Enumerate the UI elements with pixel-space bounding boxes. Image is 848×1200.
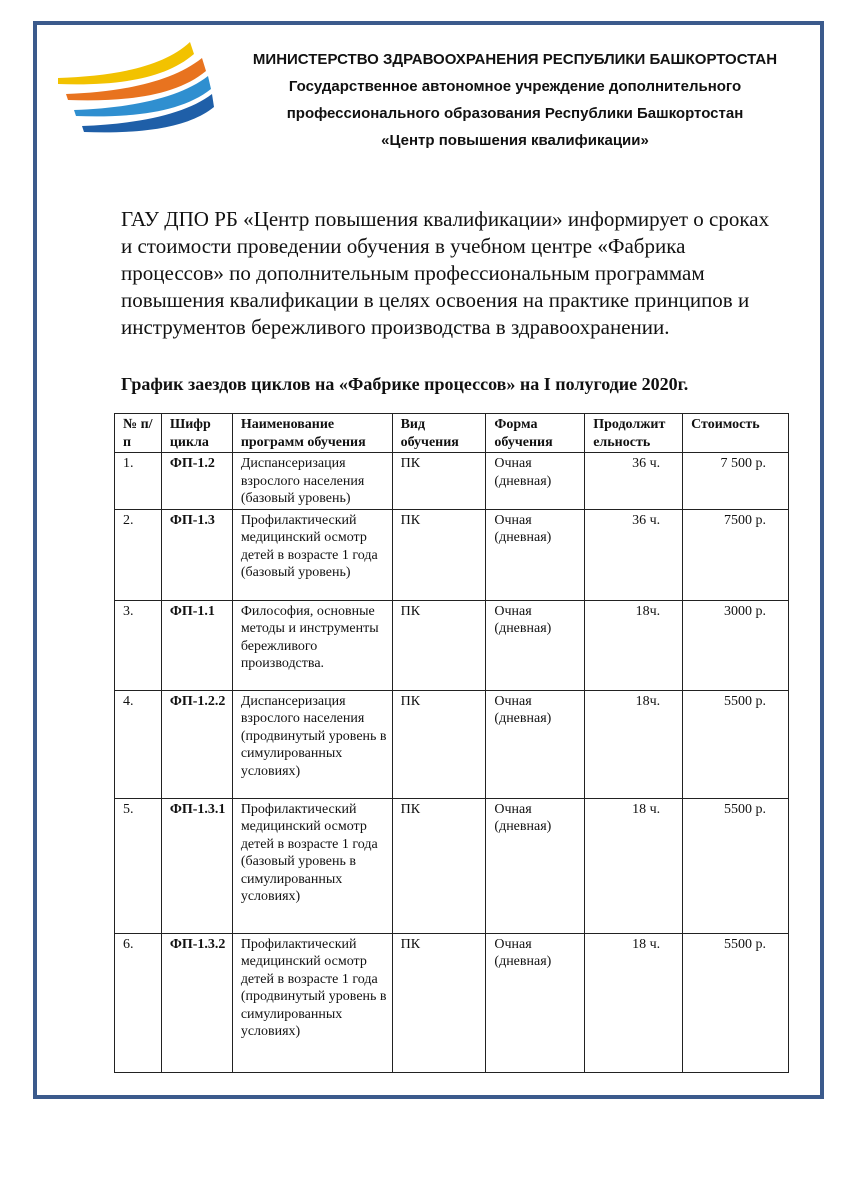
row-duration: 18ч. <box>585 690 683 798</box>
table-row <box>115 600 789 690</box>
row-type: ПК <box>392 453 486 510</box>
row-code: ФП-1.3 <box>161 509 232 600</box>
row-code: ФП-1.3.1 <box>161 798 232 933</box>
organization-header <box>220 46 810 154</box>
table-row <box>115 453 789 510</box>
row-form: Очная (дневная) <box>486 600 585 690</box>
row-cost: 5500 р. <box>683 798 789 933</box>
row-duration: 36 ч. <box>585 509 683 600</box>
courses-table <box>114 413 789 1073</box>
institution-line-2: профессионального образования Республики Башкортостан <box>286 105 744 122</box>
row-duration: 18 ч. <box>585 798 683 933</box>
table-row <box>115 509 789 600</box>
row-duration: 36 ч. <box>585 453 683 510</box>
row-form: Очная (дневная) <box>486 933 585 1072</box>
table-row <box>115 798 789 933</box>
row-num: 2. <box>115 509 162 600</box>
row-type: ПК <box>392 798 486 933</box>
intro-paragraph: ГАУ ДПО РБ «Центр повышения квалификации» информирует о сроках и стоимости проведении обучения в учебном центре «Фабрика процессов» по дополнительным профессиональным программам повышения квалификации в целях освоения на практике принципов и инструментов бережливого производства в здравоохранении. <box>121 207 770 339</box>
header-type: Вид обучения <box>392 414 486 453</box>
schedule-title: График заездов циклов на «Фабрике процессов» на I полугодие 2020г. <box>121 374 689 394</box>
row-cost: 7500 р. <box>683 509 789 600</box>
row-name: Диспансеризация взрослого населения (базовый уровень) <box>232 453 392 510</box>
row-cost: 3000 р. <box>683 600 789 690</box>
row-form: Очная (дневная) <box>486 798 585 933</box>
table-row <box>115 690 789 798</box>
row-name: Профилактический медицинский осмотр детей в возрасте 1 года (продвинутый уровень в симулированных условиях) <box>232 933 392 1072</box>
header-num: № п/п <box>115 414 162 453</box>
row-duration: 18ч. <box>585 600 683 690</box>
row-form: Очная (дневная) <box>486 690 585 798</box>
row-num: 4. <box>115 690 162 798</box>
header-duration: Продолжит ельность <box>585 414 683 453</box>
row-code: ФП-1.1 <box>161 600 232 690</box>
institution-name: «Центр повышения квалификации» <box>381 132 649 149</box>
stripes-logo-icon <box>52 38 222 138</box>
row-duration: 18 ч. <box>585 933 683 1072</box>
row-type: ПК <box>392 933 486 1072</box>
row-cost: 5500 р. <box>683 933 789 1072</box>
row-cost: 7 500 р. <box>683 453 789 510</box>
header-form: Форма обучения <box>486 414 585 453</box>
header-code: Шифр цикла <box>161 414 232 453</box>
row-num: 1. <box>115 453 162 510</box>
row-type: ПК <box>392 690 486 798</box>
row-code: ФП-1.3.2 <box>161 933 232 1072</box>
table-header-row <box>115 414 789 453</box>
row-form: Очная (дневная) <box>486 453 585 510</box>
table-row <box>115 933 789 1072</box>
header-name: Наименование программ обучения <box>232 414 392 453</box>
row-code: ФП-1.2.2 <box>161 690 232 798</box>
header-cost: Стоимость <box>683 414 789 453</box>
row-num: 6. <box>115 933 162 1072</box>
row-type: ПК <box>392 600 486 690</box>
row-type: ПК <box>392 509 486 600</box>
ministry-title: МИНИСТЕРСТВО ЗДРАВООХРАНЕНИЯ РЕСПУБЛИКИ БАШКОРТОСТАН <box>252 51 778 68</box>
institution-line-1: Государственное автономное учреждение дополнительного <box>288 78 742 95</box>
row-num: 5. <box>115 798 162 933</box>
row-name: Диспансеризация взрослого населения (продвинутый уровень в симулированных условиях) <box>232 690 392 798</box>
row-name: Профилактический медицинский осмотр детей в возрасте 1 года (базовый уровень) <box>232 509 392 600</box>
row-name: Философия, основные методы и инструменты бережливого производства. <box>232 600 392 690</box>
row-name: Профилактический медицинский осмотр детей в возрасте 1 года (базовый уровень в симулированных условиях) <box>232 798 392 933</box>
row-code: ФП-1.2 <box>161 453 232 510</box>
row-num: 3. <box>115 600 162 690</box>
row-cost: 5500 р. <box>683 690 789 798</box>
row-form: Очная (дневная) <box>486 509 585 600</box>
